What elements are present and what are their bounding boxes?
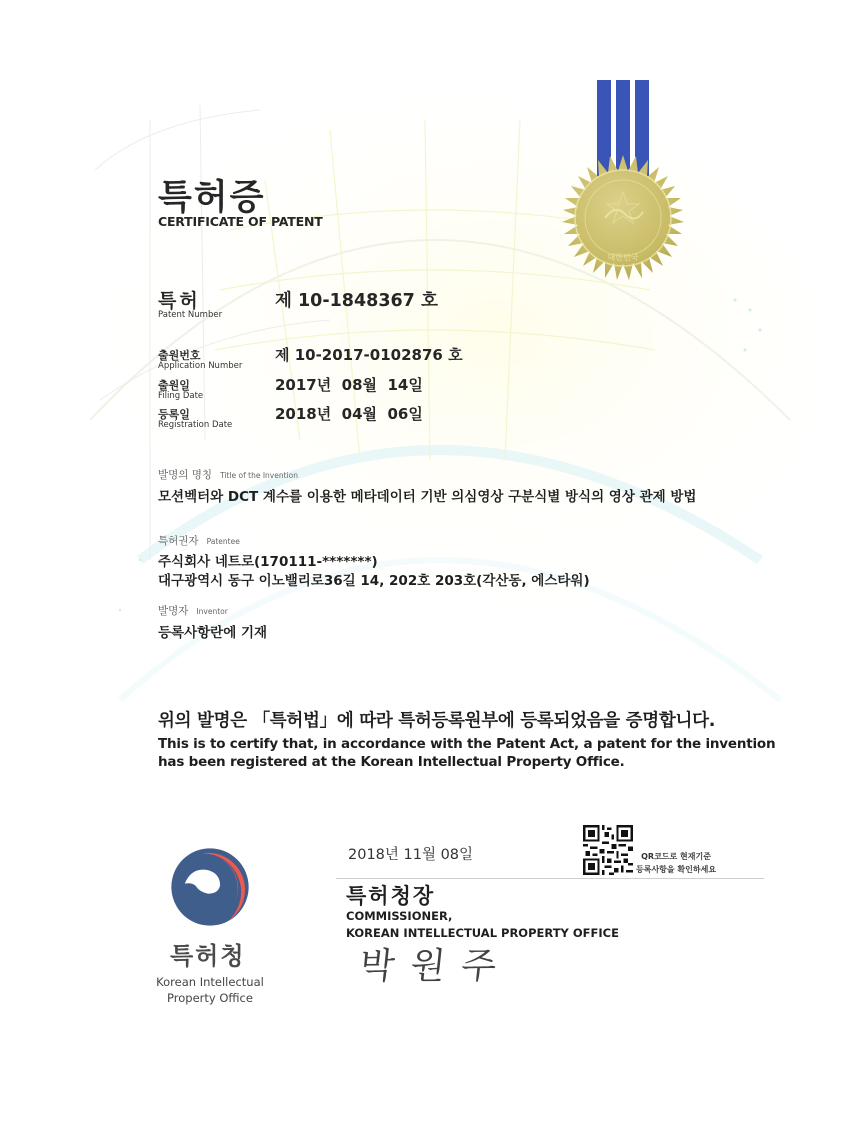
patentee-label <box>158 533 240 548</box>
kipo-name-en-line-1: Korean Intellectual <box>156 975 264 989</box>
signature-divider <box>336 878 764 879</box>
inventor-label-ko: 발명자 <box>158 605 189 617</box>
filing-date-value: 2017년 08월 14일 <box>275 376 423 394</box>
certification-statement-ko: 위의 발명은 「특허법」에 따라 특허등록원부에 등록되었음을 증명합니다. <box>158 711 716 731</box>
application-number-label-ko: 출원번호 <box>158 349 201 362</box>
inventor-label-en: Inventor <box>196 607 228 616</box>
patentee-label-ko: 특허권자 <box>158 535 199 547</box>
application-number-value: 제 10-2017-0102876 호 <box>275 346 463 364</box>
kipo-name-en-line-2: Property Office <box>167 991 253 1005</box>
taegeuk-logo-icon <box>168 845 252 929</box>
patent-number-label-en: Patent Number <box>158 310 223 320</box>
certificate-title-english: CERTIFICATE OF PATENT <box>158 214 323 229</box>
application-number-label-en: Application Number <box>158 361 243 371</box>
inventor-value: 등록사항란에 기재 <box>158 625 268 641</box>
certification-en-line-2: has been registered at the Korean Intellectual Property Office. <box>158 754 625 770</box>
registration-date-label-ko: 등록일 <box>158 408 190 421</box>
inventor-label <box>158 603 228 618</box>
invention-title-value: 모션벡터와 DCT 계수를 이용한 메타데이터 기반 의심영상 구분식별 방식의 영상 관제 방법 <box>158 489 697 505</box>
certificate-title-korean: 특허증 <box>158 178 266 218</box>
registration-date-value: 2018년 04월 06일 <box>275 405 423 423</box>
commissioner-title-en <box>346 908 619 942</box>
invention-title-label-ko: 발명의 명칭 <box>158 469 213 481</box>
qr-code-note <box>636 850 716 876</box>
qr-note-line-1: QR코드로 현재기준 <box>641 852 711 861</box>
commissioner-en-line-2: KOREAN INTELLECTUAL PROPERTY OFFICE <box>346 926 619 940</box>
svg-text:대한민국: 대한민국 <box>607 253 639 262</box>
invention-title-label-en: Title of the Invention <box>220 471 298 480</box>
filing-date-label-en: Filing Date <box>158 391 204 401</box>
patentee-address: 대구광역시 동구 이노밸리로36길 14, 202호 203호(각산동, 에스타워) <box>158 573 590 589</box>
qr-note-line-2: 등록사항을 확인하세요 <box>636 865 717 874</box>
kipo-name-ko: 특허청 <box>170 942 246 970</box>
issue-date: 2018년 11월 08일 <box>348 847 474 863</box>
certification-statement-en <box>158 735 775 771</box>
patentee-name: 주식회사 네트로(170111-*******) <box>158 554 378 570</box>
invention-title-label <box>158 467 298 482</box>
commissioner-en-line-1: COMMISSIONER, <box>346 909 453 923</box>
kipo-name-en <box>140 974 280 1006</box>
certification-en-line-1: This is to certify that, in accordance with the Patent Act, a patent for the invention <box>158 736 776 752</box>
commissioner-title-ko: 특허청장 <box>346 884 436 908</box>
gold-seal-icon <box>535 80 715 350</box>
patentee-label-en: Patentee <box>206 537 240 546</box>
commissioner-signature: 박원주 <box>357 946 515 987</box>
registration-date-label-en: Registration Date <box>158 420 233 430</box>
patent-number-value: 제 10-1848367 호 <box>275 291 438 311</box>
patent-number-label-ko: 특허 <box>158 290 201 312</box>
filing-date-label-ko: 출원일 <box>158 379 190 392</box>
qr-code-icon[interactable] <box>582 825 634 875</box>
